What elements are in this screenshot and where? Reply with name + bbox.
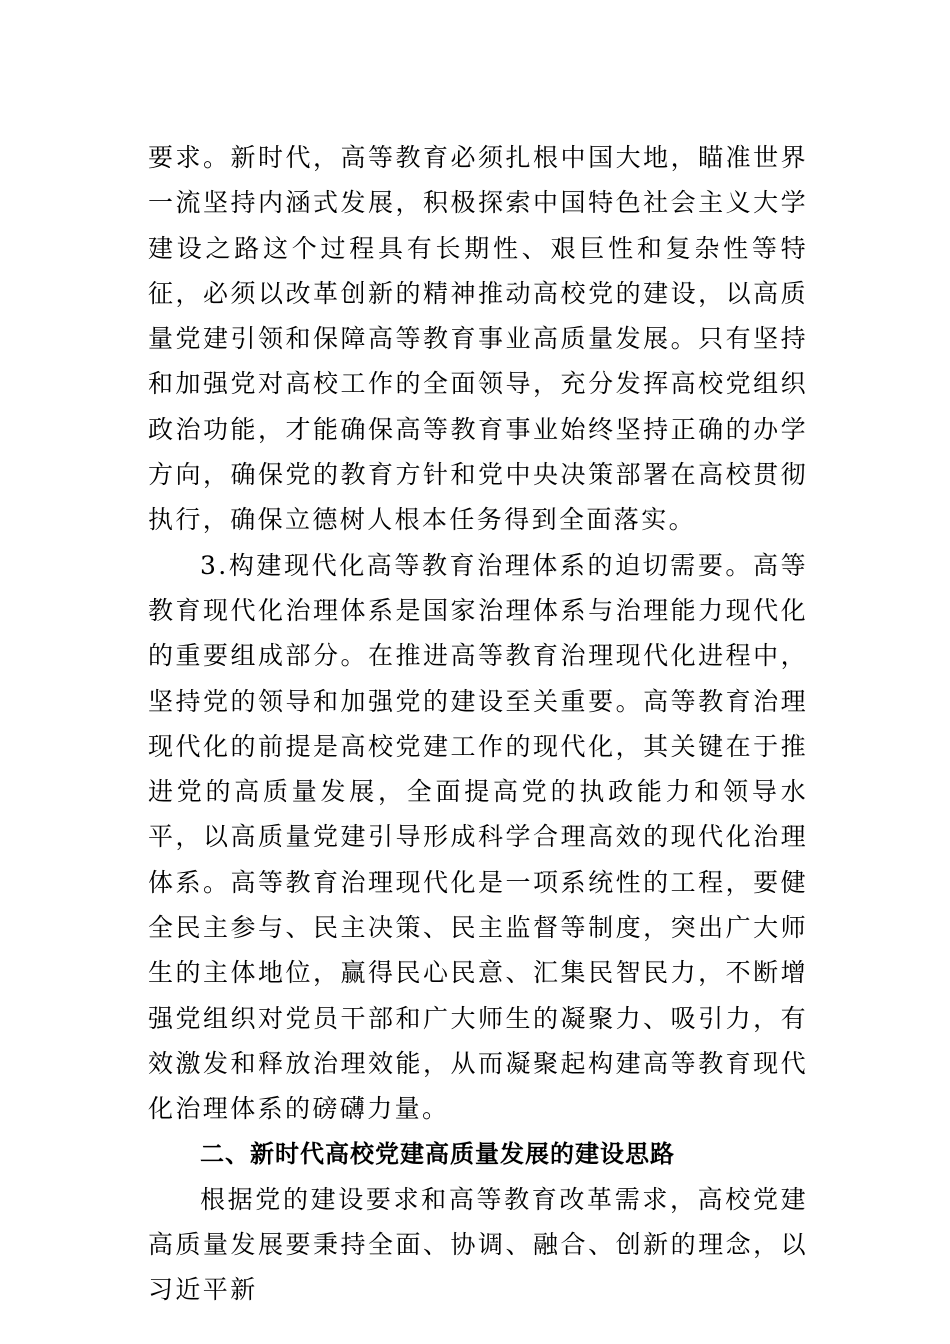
paragraph-section-3: 3.构建现代化高等教育治理体系的迫切需要。高等教育现代化治理体系是国家治理体系与治理能力现代化的重要组成部分。在推进高等教育治理现代化进程中，坚持党的领导和加强党的建设至关重要。高等教育治理现代化的前提是高校党建工作的现代化，其关键在于推进党的高质量发展，全面提高党的执政能力和领导水平，以高质量党建引导形成科学合理高效的现代化治理体系。高等教育治理现代化是一项系统性的工程，要健全民主参与、民主决策、民主监督等制度，突出广大师生的主体地位，赢得民心民意、汇集民智民力，不断增强党组织对党员干部和广大师生的凝聚力、吸引力，有效激发和释放治理效能，从而凝聚起构建高等教育现代化治理体系的磅礴力量。 <box>148 550 808 1124</box>
paragraph-intro: 根据党的建设要求和高等教育改革需求，高校党建高质量发展要秉持全面、协调、融合、创新的理念，以习近平新 <box>148 1184 808 1305</box>
document-page <box>148 135 808 1313</box>
section-heading: 二、新时代高校党建高质量发展的建设思路 <box>200 1139 675 1168</box>
paragraph-continuation: 要求。新时代，高等教育必须扎根中国大地，瞄准世界一流坚持内涵式发展，积极探索中国特色社会主义大学建设之路这个过程具有长期性、艰巨性和复杂性等特征，必须以改革创新的精神推动高校党的建设，以高质量党建引领和保障高等教育事业高质量发展。只有坚持和加强党对高校工作的全面领导，充分发挥高校党组织政治功能，才能确保高等教育事业始终坚持正确的办学方向，确保党的教育方针和党中央决策部署在高校贯彻执行，确保立德树人根本任务得到全面落实。 <box>148 143 808 535</box>
